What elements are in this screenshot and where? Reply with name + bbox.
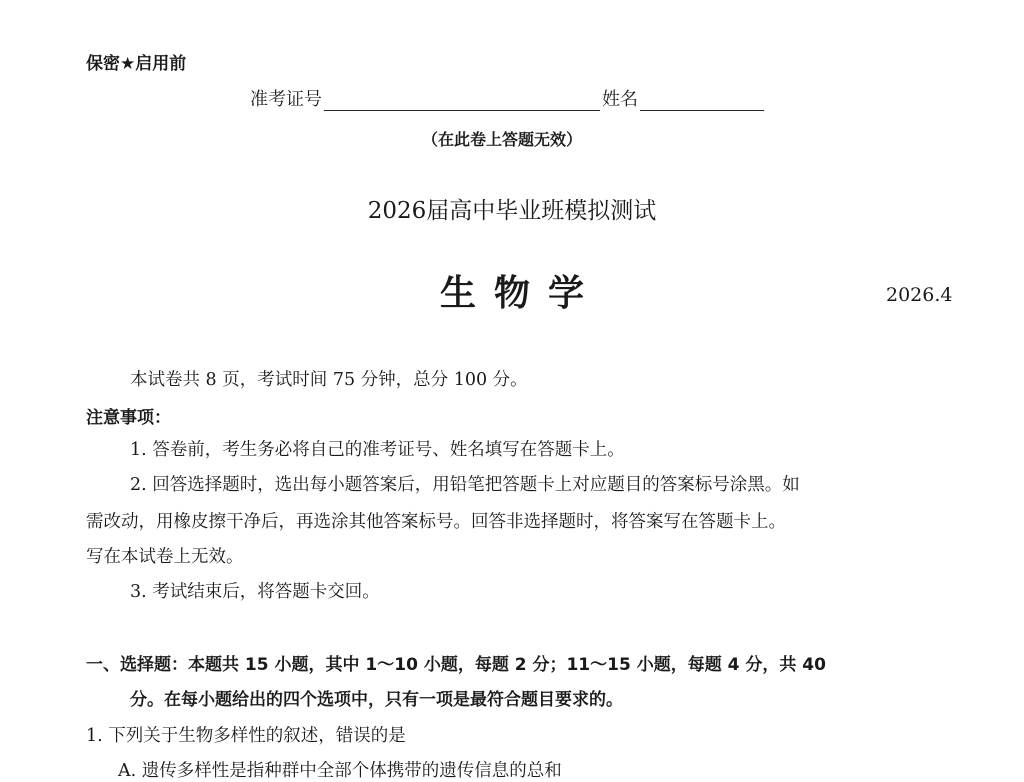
subject-title: 生物学 xyxy=(440,273,603,314)
exam-date: 2026.4 xyxy=(886,284,953,306)
name-blank xyxy=(640,90,764,111)
exam-title: 2026届高中毕业班模拟测试 xyxy=(367,198,657,224)
question-1-option-a: A. 遗传多样性是指种群中全部个体携带的遗传信息的总和 xyxy=(118,761,562,781)
confidential-label: 保密★启用前 xyxy=(86,54,187,74)
candidate-info-row xyxy=(250,85,764,111)
intro-text: 本试卷共 8 页，考试时间 75 分钟，总分 100 分。 xyxy=(130,370,528,390)
name-label: 姓名 xyxy=(602,89,638,110)
note-item-2-line-1: 2. 回答选择题时，选出每小题答案后，用铅笔把答题卡上对应题目的答案标号涂黑。如 xyxy=(130,475,800,495)
section-heading-line-1: 一、选择题：本题共 15 小题，其中 1～10 小题，每题 2 分；11～15 小题，每题 4 分，共 40 xyxy=(86,655,826,675)
note-item-2-line-3: 写在本试卷上无效。 xyxy=(86,547,244,567)
note-item-2-line-2: 需改动，用橡皮擦干净后，再选涂其他答案标号。回答非选择题时，将答案写在答题卡上。 xyxy=(86,512,786,532)
note-item-3: 3. 考试结束后，将答题卡交回。 xyxy=(130,582,380,602)
invalid-note: （在此卷上答题无效） xyxy=(422,130,583,149)
exam-id-label: 准考证号 xyxy=(250,89,322,110)
notes-heading: 注意事项： xyxy=(86,408,171,428)
note-item-1: 1. 答卷前，考生务必将自己的准考证号、姓名填写在答题卡上。 xyxy=(130,440,625,460)
question-1-stem: 1. 下列关于生物多样性的叙述，错误的是 xyxy=(86,726,406,746)
section-heading-line-2: 分。在每小题给出的四个选项中，只有一项是最符合题目要求的。 xyxy=(130,690,623,710)
exam-id-blank xyxy=(324,90,600,111)
